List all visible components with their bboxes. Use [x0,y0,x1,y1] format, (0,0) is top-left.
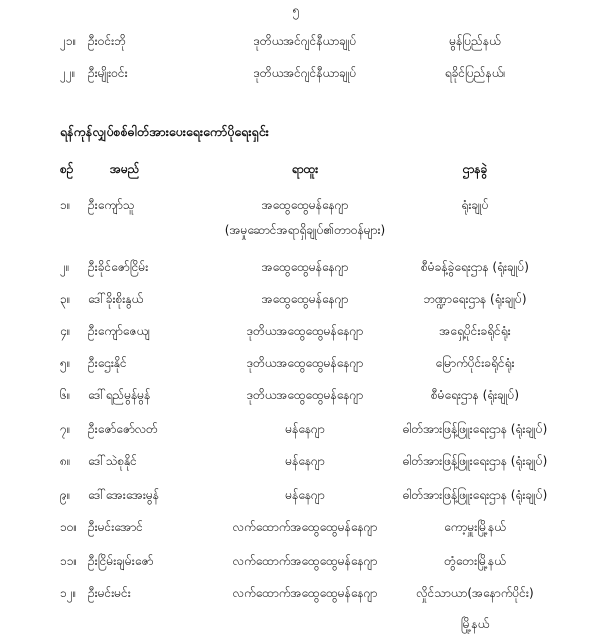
row-note: (အမှုဆောင်အရာရှိချုပ်၏တာဝန်များ) [224,223,386,237]
table-row [0,354,592,372]
table-row [0,486,592,504]
row-number: ၁၁။ [60,554,78,568]
table-row [0,452,592,470]
row-name: ဒေါ်ရည်မွန်မွန် [88,388,151,402]
row-department: ကော့မှူးမြို့နယ် [444,520,506,534]
row-number: ၇။ [60,422,71,436]
row-department: တွံတေးမြို့နယ် [444,554,506,568]
table-row [0,290,592,308]
row-position: အထွေထွေမန်နေဂျာ [261,292,349,306]
row-number: ၃။ [60,292,71,306]
row-position: လက်ထောက်အထွေထွေမန်နေဂျာ [232,554,378,568]
row-position: လက်ထောက်အထွေထွေမန်နေဂျာ [232,586,378,600]
row-department: ဓါတ်အားဖြန့်ဖြူးရေးဌာန (ရုံးချုပ်) [402,454,548,468]
row-name: ဦးခိုင်ဇော်ငြိမ်း [88,260,149,274]
row-name: ဦးမင်းအောင် [88,520,143,534]
row-department: စီမံရေးဌာန (ရုံးချုပ်) [430,388,520,402]
row-number: ၅။ [60,356,71,370]
page-number: ၅ [292,3,300,17]
row-number: ၉။ [60,488,71,502]
table-row [0,420,592,438]
row-department: ဓါတ်အားဖြန့်ဖြူးရေးဌာန (ရုံးချုပ်) [402,422,548,436]
row-position: ဒုတိယအထွေထွေမန်နေဂျာ [246,356,364,370]
row-number: ၂၂။ [60,66,76,80]
row-position: အထွေထွေမန်နေဂျာ [261,260,349,274]
row-department: ရခိုင်ပြည်နယ်၊ [444,66,506,80]
row-position: မန်နေဂျာ [285,488,325,502]
row-number: ၆။ [60,388,71,402]
header-department: ဌာနခွဲ [462,162,488,176]
row-department: လှိုင်သာယာ(အနောက်ပိုင်း) [416,586,534,600]
row-name: ဒေါ်ခိုးစိုးနွယ် [88,292,144,306]
row-name: ဒေါ်သဲစုနိုင် [88,454,137,468]
header-number: စဉ် [60,162,74,176]
row-position: အထွေထွေမန်နေဂျာ [261,198,349,212]
row-position: ဒုတိယအင်ဂျင်နီယာချုပ် [253,34,357,48]
header-position: ရာထူး [291,162,319,176]
table-row [0,386,592,404]
row-number: ၄။ [60,324,71,338]
row-department: အရှေ့ပိုင်းခရိုင်ရုံး [439,324,511,338]
table-row [0,258,592,276]
table-row [0,322,592,340]
row-name: ဦးဌေးနိုင် [88,356,127,370]
table-row [0,518,592,536]
table-row [0,584,592,602]
row-number: ၈။ [60,454,71,468]
row-department: ရုံးချုပ် [461,198,489,212]
table-row [0,64,592,82]
row-number: ၂။ [60,260,70,274]
row-department: ဓါတ်အားဖြန့်ဖြူးရေးဌာန (ရုံးချုပ်) [402,488,548,502]
section-heading: ရန်ကုန်လျှပ်စစ်ဓါတ်အားပေးရေးကော်ပိုရေးရှင်း [60,124,269,139]
row-position: မန်နေဂျာ [285,422,325,436]
header-name: အမည် [110,162,140,176]
row-name: ဒေါ်အေးအေးမွန် [88,488,160,502]
row-position: ဒုတိယအထွေထွေမန်နေဂျာ [246,324,364,338]
row-continuation: မြို့နယ် [460,617,490,631]
row-department: မြောက်ပိုင်းခရိုင်ရုံး [435,356,515,370]
row-number: ၂၁။ [60,34,77,48]
row-name: ဦးကျော်သူ [88,198,135,212]
row-position: ဒုတိယအထွေထွေမန်နေဂျာ [246,388,364,402]
row-name: ဦးမင်းမင်း [88,586,131,600]
row-name: ဦးကျော်ဇေယျ [88,324,150,338]
table-header [0,160,592,178]
row-department: မွန်ပြည်နယ် [449,34,501,48]
row-name: ဦးဇော်ဇော်လတ် [88,422,158,436]
row-department: ဘဏ္ဍာရေးဌာန (ရုံးချုပ်) [423,292,527,306]
row-position: မန်နေဂျာ [285,454,325,468]
row-name: ဦးငြိမ်းချမ်းဇော် [88,554,154,568]
table-row [0,32,592,50]
row-number: ၁၀။ [60,520,78,534]
row-position: လက်ထောက်အထွေထွေမန်နေဂျာ [232,520,378,534]
row-department: စီမံခန့်ခွဲရေးဌာန (ရုံးချုပ်) [421,260,529,274]
row-number: ၁၂။ [60,586,77,600]
row-name: ဦးမျိုးဝင်း [88,66,128,80]
row-position: ဒုတိယအင်ဂျင်နီယာချုပ် [253,66,357,80]
table-row [0,196,592,214]
row-name: ဦးဝင်းဘို [88,34,126,48]
table-row [0,552,592,570]
row-number: ၁။ [60,198,71,212]
